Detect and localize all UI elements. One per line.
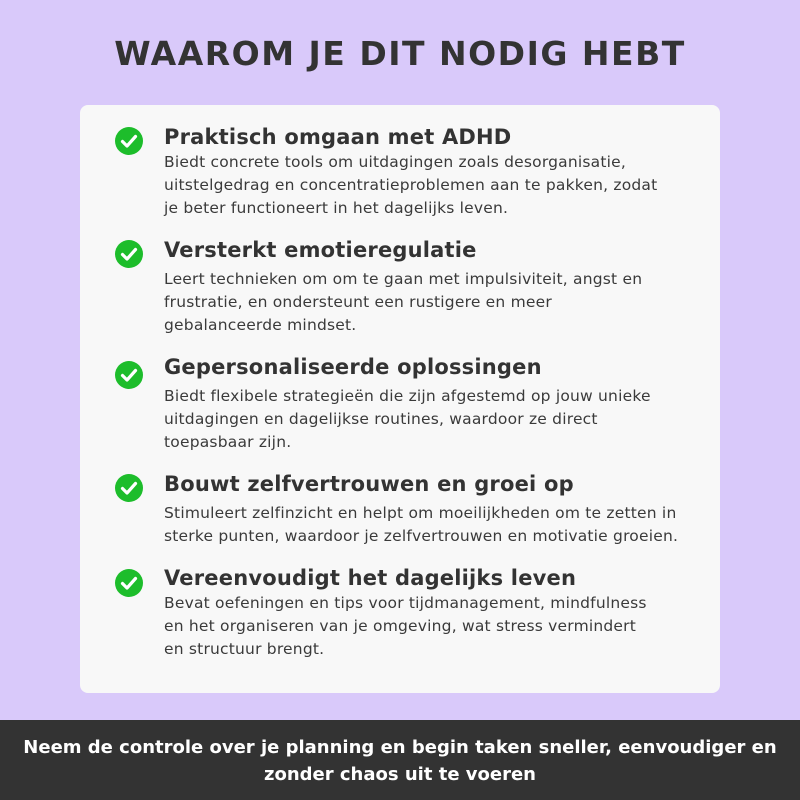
footer-line: zonder chaos uit te voeren [263,764,536,785]
benefit-description [164,385,698,454]
benefit-description [164,592,698,661]
description-line: Leert technieken om om te gaan met impulsiviteit, angst en [164,270,643,288]
description-line: uitstelgedrag en concentratieproblemen aan te pakken, zodat [164,176,658,194]
footer-banner [0,720,800,800]
description-line: Stimuleert zelfinzicht en helpt om moeilijkheden om te zetten in [164,504,677,522]
benefit-item [80,123,720,220]
benefits-card [80,105,720,693]
benefit-title: Versterkt emotieregulatie [164,238,477,262]
benefit-item [80,353,720,454]
benefit-title: Praktisch omgaan met ADHD [164,125,512,149]
footer-line: Neem de controle over je planning en begin taken sneller, eenvoudiger en [23,737,777,758]
page-title: WAAROM JE DIT NODIG HEBT [114,34,686,73]
description-line: Bevat oefeningen en tips voor tijdmanagement, mindfulness [164,594,647,612]
benefit-description [164,268,698,337]
description-line: je beter functioneert in het dagelijks leven. [164,199,509,217]
description-line: en structuur brengt. [164,640,325,658]
benefit-title: Bouwt zelfvertrouwen en groei op [164,472,574,496]
benefit-title: Vereenvoudigt het dagelijks leven [164,566,577,590]
benefit-item [80,236,720,337]
benefit-description [164,151,698,220]
check-circle-icon [115,361,143,389]
check-circle-icon [115,127,143,155]
description-line: sterke punten, waardoor je zelfvertrouwen en motivatie groeien. [164,527,679,545]
check-circle-icon [115,240,143,268]
benefit-description [164,502,698,548]
description-line: frustratie, en ondersteunt een rustigere en meer [164,293,552,311]
benefit-item [80,470,720,548]
description-line: toepasbaar zijn. [164,433,292,451]
description-line: en het organiseren van je omgeving, wat stress vermindert [164,617,637,635]
benefit-item [80,564,720,661]
description-line: uitdagingen en dagelijkse routines, waardoor ze direct [164,410,598,428]
description-line: Biedt flexibele strategieën die zijn afgestemd op jouw unieke [164,387,651,405]
check-circle-icon [115,474,143,502]
description-line: gebalanceerde mindset. [164,316,357,334]
benefit-title: Gepersonaliseerde oplossingen [164,355,542,379]
check-circle-icon [115,569,143,597]
description-line: Biedt concrete tools om uitdagingen zoals desorganisatie, [164,153,627,171]
